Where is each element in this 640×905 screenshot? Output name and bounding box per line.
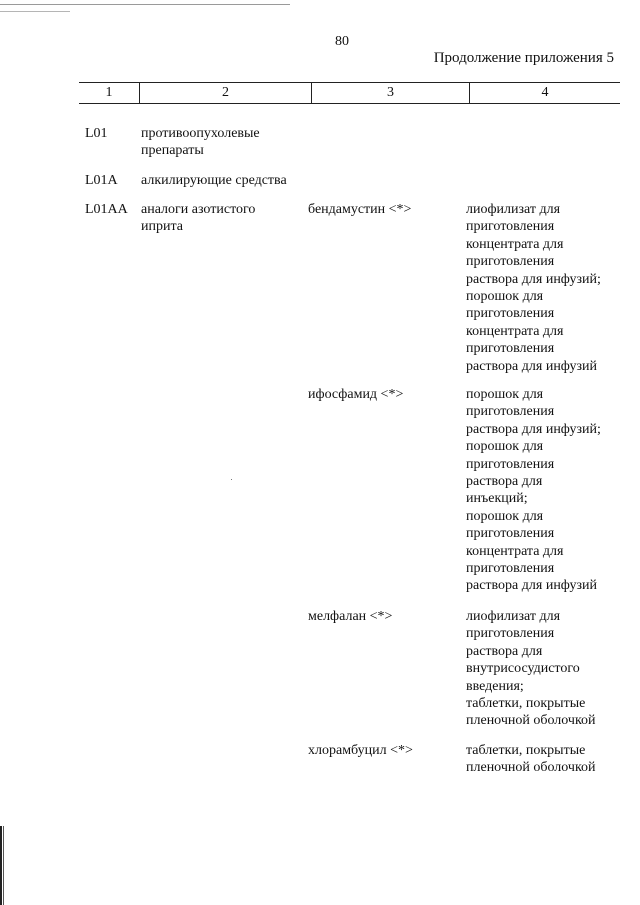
table-row-group: алкилирующие средства — [141, 173, 287, 188]
table-row-group: аналоги азотистого иприта — [141, 202, 256, 235]
table-row-drug: мелфалан <*> — [308, 609, 393, 624]
column-header-1: 1 — [105, 85, 113, 100]
column-header-2: 2 — [222, 85, 229, 100]
table-row-forms: порошок для приготовления раствора для инфузий; порошок для приготовления раствора для инъекций; порошок для приготовления концентрата для приготовления раствора для инфузий — [466, 387, 601, 594]
continuation-heading: Продолжение приложения 5 — [433, 50, 614, 66]
table-row-drug: бендамустин <*> — [308, 202, 412, 217]
table-row-group: противоопухолевые препараты — [141, 126, 260, 159]
table-row-code: L01AA — [85, 202, 128, 217]
column-header-3: 3 — [387, 85, 394, 100]
page-number: 80 — [335, 34, 349, 49]
table-row-drug: хлорамбуцил <*> — [308, 743, 413, 758]
scan-artifact-top-line-short — [0, 11, 70, 12]
scan-artifact-left-edge — [0, 826, 6, 905]
table-row-drug: ифосфамид <*> — [308, 387, 404, 402]
column-header-4: 4 — [541, 85, 549, 100]
table-row-forms: лиофилизат для приготовления раствора для внутрисосудистого введения; таблетки, покрытые пленочной оболочкой — [466, 609, 596, 729]
table-row-code: L01 — [85, 126, 108, 141]
scan-speck — [231, 479, 232, 480]
scan-artifact-top-line — [0, 4, 290, 5]
table-row-forms: лиофилизат для приготовления концентрата для приготовления раствора для инфузий; порошок для приготовления концентрата для приготовления раствора для инфузий — [466, 202, 601, 374]
table-header-row — [79, 82, 620, 104]
table-row-forms: таблетки, покрытые пленочной оболочкой — [466, 743, 596, 776]
table-row-code: L01A — [85, 173, 118, 188]
